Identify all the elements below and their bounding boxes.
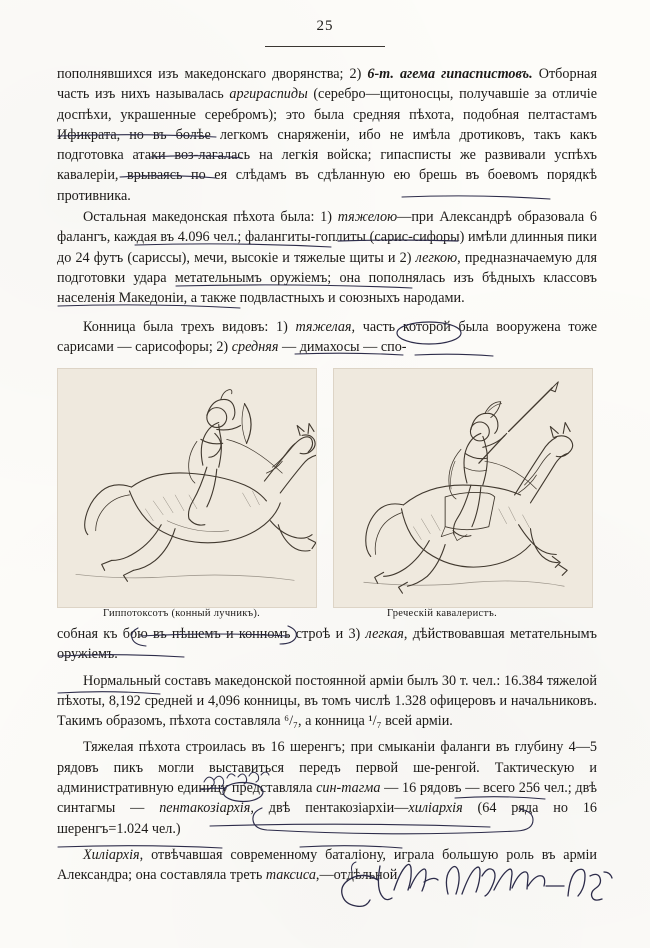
p6-t1: — 16 рядовъ — всего [380,780,519,797]
p3-circled-chast: часть [362,318,396,335]
hippotoxotes-illustration [57,368,317,608]
figure-caption-left: Гиппотоксотъ (конный лучникъ). [103,608,261,619]
page-number: 25 [316,18,334,34]
p3-italic-heavy-cav: тяжелая, [295,318,356,335]
p4-t2: и 3) [330,626,366,642]
p5-line-4: ⁶/₇, а конница ¹/₇ всей арміи. [284,713,453,730]
p6-t2: чел.; двѣ синтагмы — [57,780,598,817]
paragraph-2 [57,207,597,308]
page-number-rule [265,46,385,47]
p6-circled-256: 256 [518,780,540,797]
paragraph-5 [57,671,597,732]
figure-captions [57,608,593,622]
p2-underlined-phalanx: 6 фалангъ, каждая въ 4.096 чел.; [57,209,597,246]
page-body-text-lower [57,624,597,886]
paragraph-1 [57,64,597,206]
hippotoxotes-drawing [58,369,316,607]
p4-t3: , дѣйствовавшая метательнымъ оружіемъ. [57,626,598,663]
greek-cavalryman-illustration [333,368,593,608]
page-body-text [57,64,597,357]
p7-t1: , отвѣчавшая современному баталіону, играла большую роль въ арміи Александра; она составляла треть [57,846,597,884]
p1-line-7: врываясь по ея слѣдамъ въ сдѣланную ею брешь въ боевомъ порядкѣ [127,167,597,184]
p6-line-3: ренгой. Тактическую и административную единицу представляла [57,759,598,797]
p2-t2: (сарис-сифоры) имѣли длинныя пики до 24 футъ (сариссы), мечи, высокіе и тяжелые щиты и 2) [57,229,597,266]
p6-line-2: въ глубину 4—5 рядовъ пикъ могли выставиться передъ первой ше- [57,739,597,776]
p1-line-1: пополнявшихся изъ македонскаго дворянства; 2) [57,66,368,82]
p6-italic-khiliarkhia: хиліархія [408,800,463,817]
illustration-row [57,368,593,608]
p4-underlined: въ пѣшемъ и конномъ строѣ [152,626,331,642]
p2-struck-phalangites: фалангиты-гоплиты [244,229,366,246]
p6-t4: (64 ряда но 16 шеренгъ=1.024 чел.) [57,800,598,837]
p6-italic-pentakoziarkhia: пентакозіархія, [159,800,254,817]
p1-line-2: Отборная часть изъ нихъ называлась [57,66,598,103]
p4-italic-light: легкая [365,626,404,642]
p4-t1: собная къ бою [57,626,153,642]
paragraph-6 [57,737,597,838]
p2-italic-light: легкою [415,249,458,266]
p5-line-2: 16.384 тяжелой пѣхоты, 8,192 средней и 4,096 конницы, въ томъ числѣ [57,672,597,709]
p5-line-1: Нормальный составъ македонской постоянной арміи былъ 30 т. чел.: [83,672,505,689]
p2-t1: —при Александрѣ образовала [397,209,590,226]
p6-italic-syntagma: син-тагма [316,780,381,797]
p6-t3: двѣ пентакозіархіи— [268,800,409,817]
p6-line-1: Тяжелая пѣхота строилась въ 16 шеренгъ; при смыканіи фаланги [83,739,496,756]
p3-head: Конница была трехъ видовъ: 1) [83,318,296,335]
p7-italic-taxis: таксиса [265,867,316,884]
p1-line-3: получавшіе за отличіе доспѣхи, украшенные серебромъ); это была [57,86,598,123]
p1-italic-agema: 6-т. агема гипаспистовъ. [367,66,533,82]
figure-caption-right: Греческій кавалеристъ. [387,608,498,619]
p3-t1: которой была вооружена тоже сарисами — сарисофоры; 2) [57,318,597,355]
paragraph-7 [57,845,597,886]
p1-line-5: снаряженіи, ибо не имѣла дротиковъ, такъ какъ подготовка атаки воз- [57,126,597,164]
p2-head: Остальная македонская пѣхота была: 1) [83,209,338,226]
p1-italic-tail: (серебро—щитоносцы, [307,86,454,103]
paragraph-4 [57,624,597,665]
p3-italic-medium-cav: средняя [231,338,279,355]
paragraph-3 [57,317,597,358]
p1-line-6: лагалась на легкія войска; гипасписты же развивали успѣхъ кавалеріи, [57,147,597,184]
p2-t3: , предназначаемую для подготовки удара метательнымъ оружіемъ; она пополнялась изъ бѣдныхъ классовъ населенія Македоніи, а также подвластныхъ и союзныхъ народами. [57,249,598,307]
p7-italic-khiliarkhia: Хиліархія [83,846,140,863]
p2-italic-heavy: тяжелою [337,209,398,226]
p1-italic-argyraspides: аргираспиды [229,86,308,103]
p7-t2: ,—отдѣльной [315,867,398,884]
p1-line-4: средняя пѣхота, подобная пелтастамъ Ификрата, но въ болѣе легкомъ [57,106,597,143]
greek-cavalryman-drawing [334,369,592,607]
p5-line-3: 1.328 офицеровъ и начальниковъ. Такимъ образомъ, пѣхота составляла [57,692,597,730]
p3-t2: — димахосы — спо- [278,338,407,355]
p1-line-8: противника. [57,187,131,204]
